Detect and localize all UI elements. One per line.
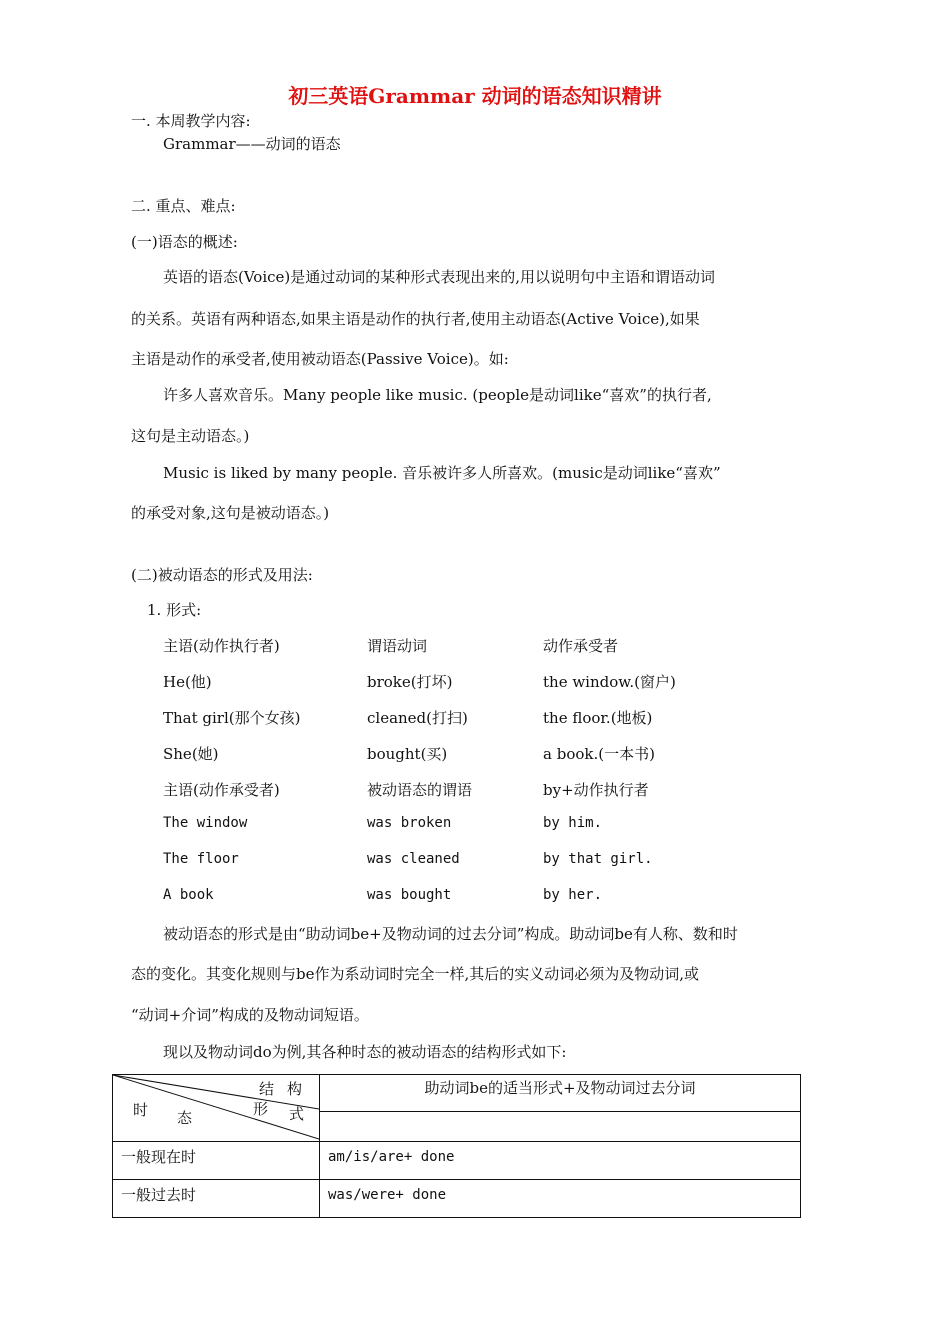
section2-heading: 二. 重点、难点: (131, 197, 236, 215)
form-item-label: 1. 形式: (147, 601, 202, 619)
tense-form-cell: was/were+ done (320, 1180, 801, 1218)
overview-para-line3: 主语是动作的承受者,使用被动语态(Passive Voice)。如: (131, 350, 509, 368)
table-header-cell: 助动词be的适当形式+及物动词过去分词 (320, 1075, 801, 1112)
table-row (113, 1142, 801, 1180)
sub2-heading: (二)被动语态的形式及用法: (131, 566, 313, 584)
active-subject: He(他) (163, 673, 212, 691)
active-col-verb: 谓语动词 (367, 637, 428, 655)
corner-label-shi-form: 式 (289, 1105, 305, 1123)
passive-verb: was cleaned (367, 851, 460, 867)
table-row (113, 1180, 801, 1218)
section1-heading: 一. 本周教学内容: (131, 112, 251, 130)
corner-label-tai: 态 (177, 1109, 193, 1127)
form-para-line2: 态的变化。其变化规则与be作为系动词时完全一样,其后的实义动词必须为及物动词,或 (131, 965, 700, 983)
passive-agent: by her. (543, 887, 603, 903)
table-header-row (113, 1075, 801, 1112)
corner-label-shi-time: 时 (133, 1101, 149, 1119)
example1-line1: 许多人喜欢音乐。Many people like music. (people是动词like“喜欢”的执行者, (163, 386, 712, 404)
form-para-line3: “动词+介词”构成的及物动词短语。 (131, 1006, 369, 1024)
passive-verb: was bought (367, 887, 452, 903)
section1-content: Grammar——动词的语态 (163, 135, 341, 153)
passive-subject: The window (163, 815, 248, 831)
example2-line1: Music is liked by many people. 音乐被许多人所喜欢。(music是动词like“喜欢” (163, 464, 721, 482)
passive-agent: by him. (543, 815, 603, 831)
tense-form-cell: am/is/are+ done (320, 1142, 801, 1180)
passive-verb: was broken (367, 815, 452, 831)
passive-agent: by that girl. (543, 851, 653, 867)
active-verb: bought(买) (367, 745, 448, 763)
active-object: a book.(一本书) (543, 745, 655, 763)
active-object: the window.(窗户) (543, 673, 676, 691)
table-header-empty-cell (320, 1112, 801, 1142)
corner-label-jie: 结 (259, 1080, 275, 1098)
corner-label-xing: 形 (253, 1100, 269, 1118)
active-col-object: 动作承受者 (543, 637, 619, 655)
example2-line2: 的承受对象,这句是被动语态。) (131, 504, 330, 522)
passive-subject: A book (163, 887, 214, 903)
tense-table (112, 1074, 801, 1218)
active-subject: That girl(那个女孩) (163, 709, 301, 727)
passive-subject: The floor (163, 851, 239, 867)
overview-para-line2: 的关系。英语有两种语态,如果主语是动作的执行者,使用主动语态(Active Voice),如果 (131, 310, 700, 328)
table-corner-cell (113, 1075, 320, 1142)
active-subject: She(她) (163, 745, 219, 763)
active-object: the floor.(地板) (543, 709, 653, 727)
active-verb: cleaned(打扫) (367, 709, 468, 727)
example1-line2: 这句是主动语态。) (131, 427, 250, 445)
active-col-subject: 主语(动作执行者) (163, 637, 280, 655)
overview-para-line1: 英语的语态(Voice)是通过动词的某种形式表现出来的,用以说明句中主语和谓语动词 (163, 268, 716, 286)
form-para-line1: 被动语态的形式是由“助动词be+及物动词的过去分词”构成。助动词be有人称、数和时 (163, 925, 738, 943)
tense-name-cell: 一般过去时 (113, 1180, 320, 1218)
corner-label-gou: 构 (287, 1080, 303, 1098)
passive-col-verb: 被动语态的谓语 (367, 781, 473, 799)
active-verb: broke(打坏) (367, 673, 453, 691)
passive-col-agent: by+动作执行者 (543, 781, 649, 799)
sub1-heading: (一)语态的概述: (131, 233, 238, 251)
page-title: 初三英语Grammar 动词的语态知识精讲 (288, 84, 662, 108)
passive-col-subject: 主语(动作承受者) (163, 781, 280, 799)
tense-table-intro: 现以及物动词do为例,其各种时态的被动语态的结构形式如下: (163, 1043, 567, 1061)
tense-name-cell: 一般现在时 (113, 1142, 320, 1180)
